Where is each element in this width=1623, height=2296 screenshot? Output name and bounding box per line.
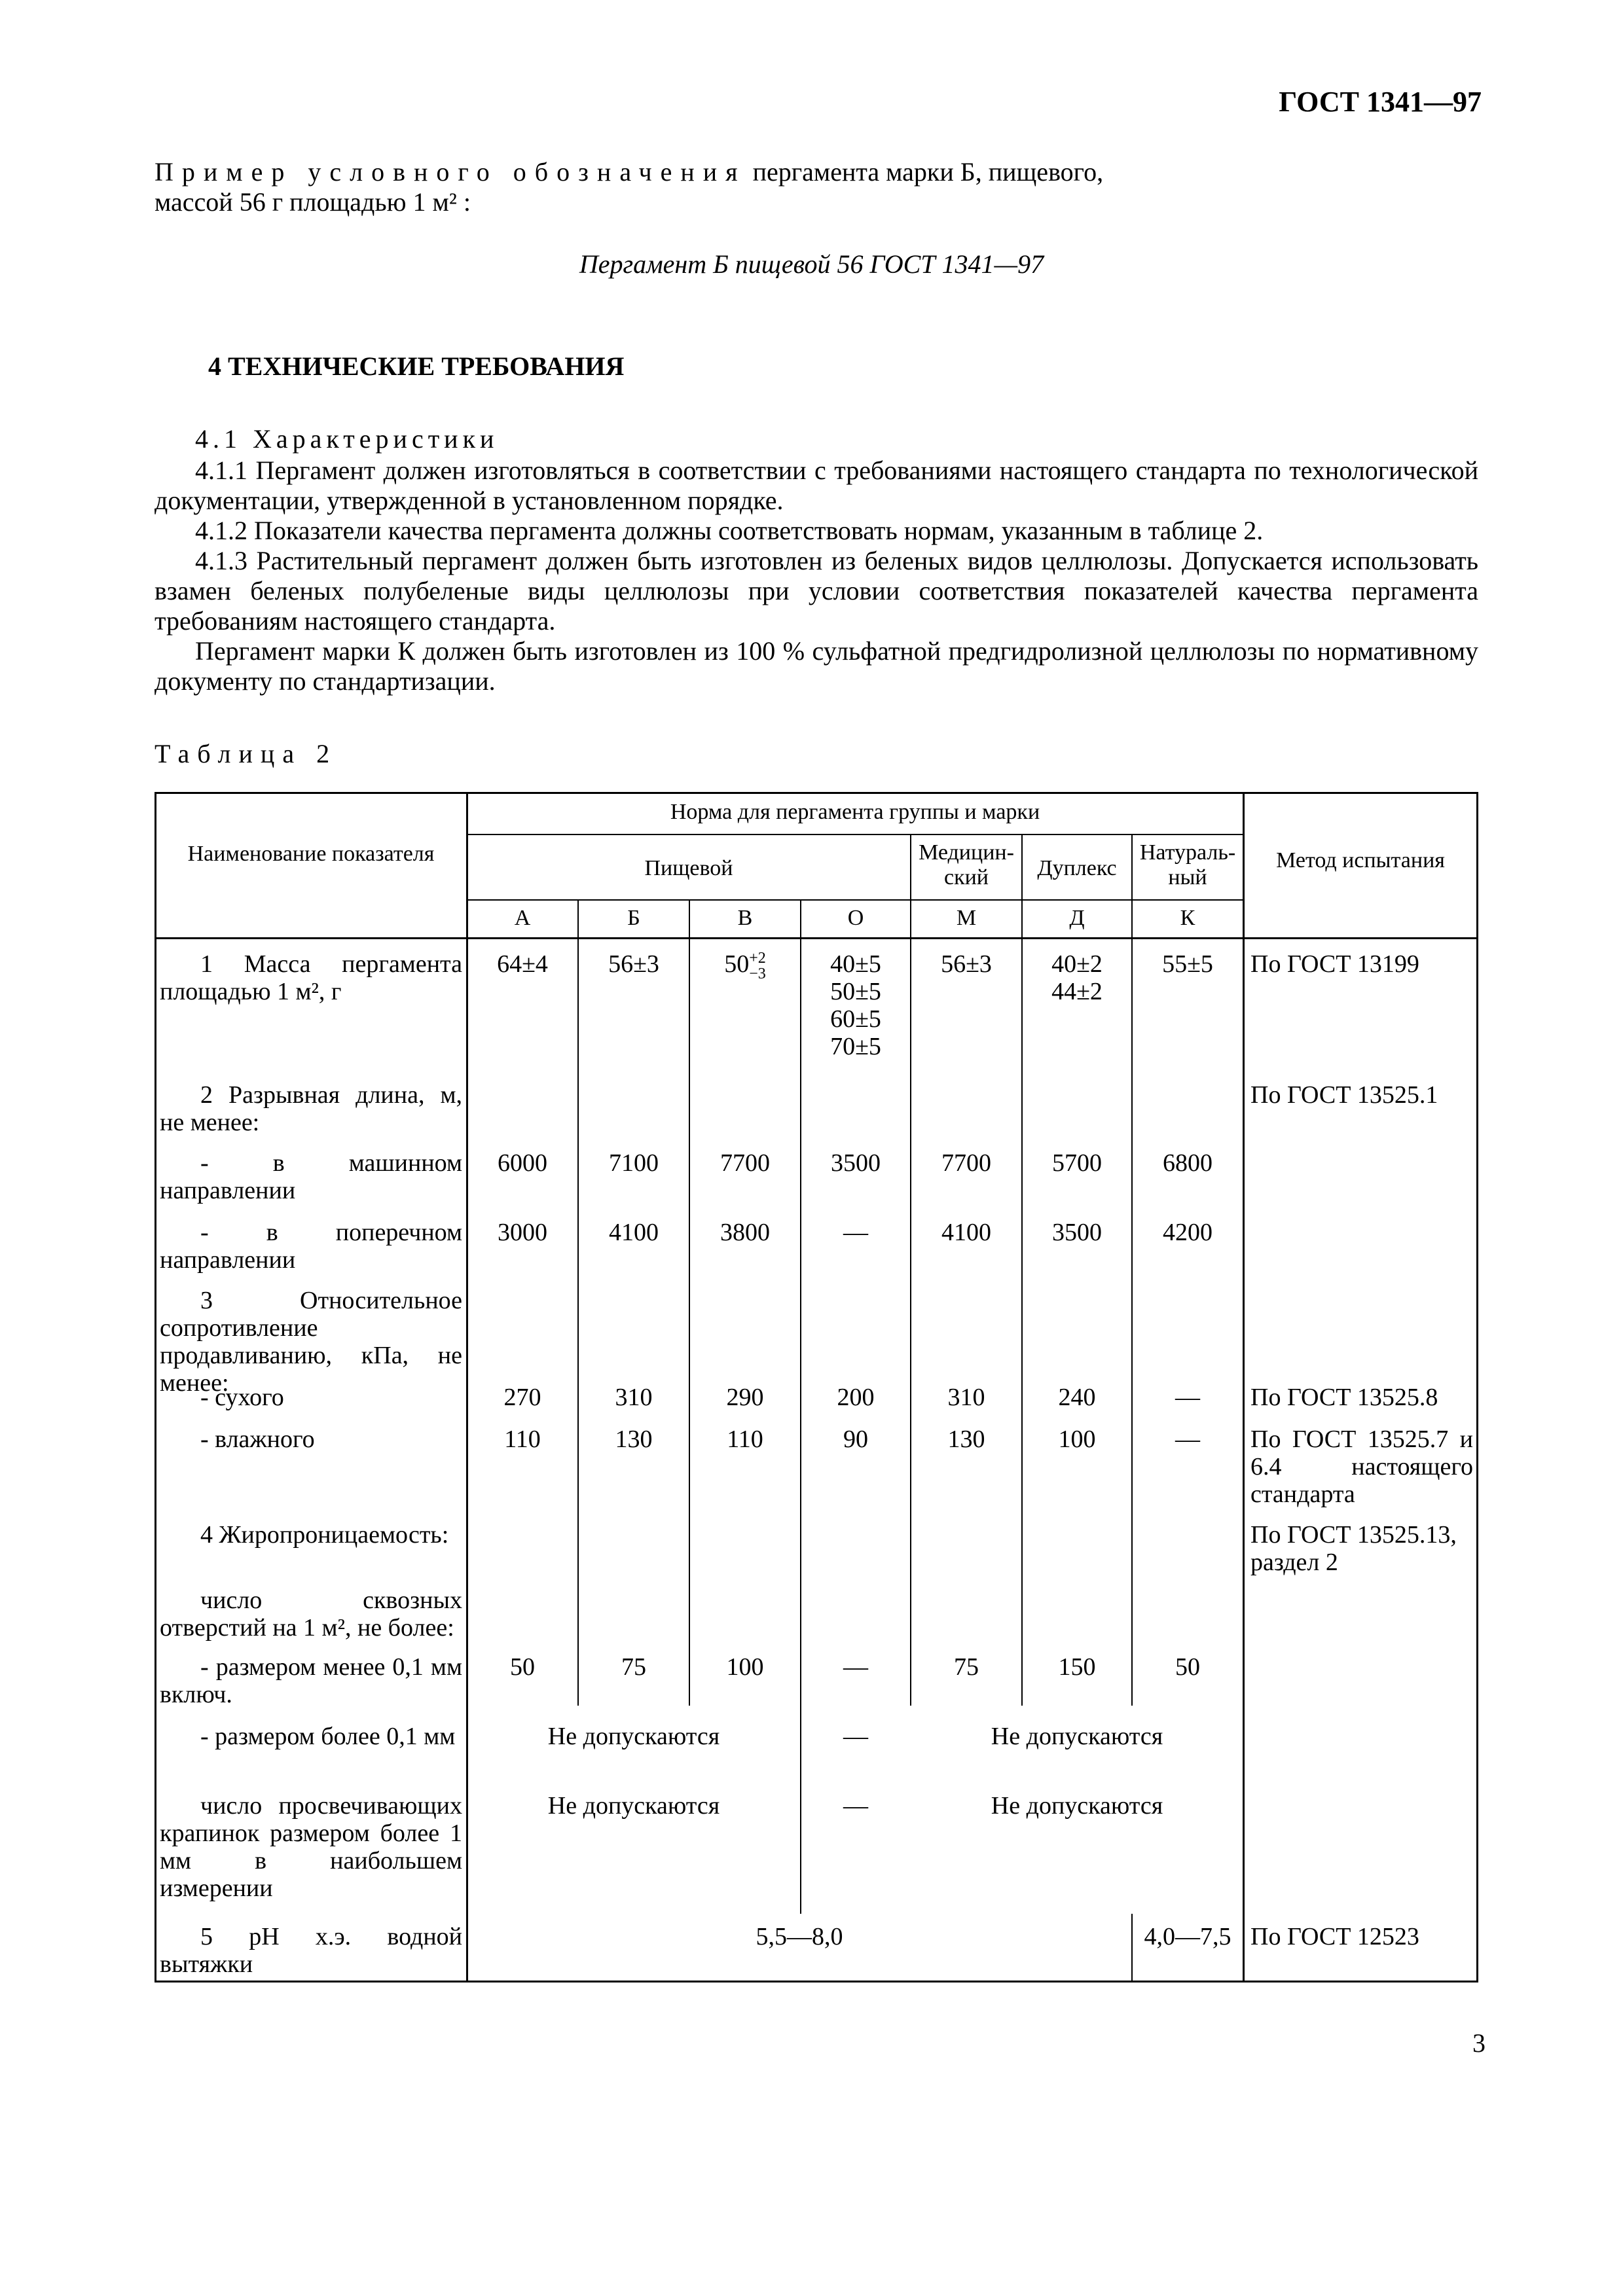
row1-k: 55±5 xyxy=(1162,950,1213,978)
row2a-k: 6800 xyxy=(1163,1149,1213,1177)
row4b-m: 75 xyxy=(954,1653,979,1681)
row2b-b: 4100 xyxy=(609,1219,659,1246)
row3a-m: 310 xyxy=(947,1384,985,1411)
example-paragraph xyxy=(155,157,1478,217)
row1-v: 50+2 −3 xyxy=(724,950,766,983)
row2-name: 2 Разрывная длина, м, не менее: xyxy=(160,1081,462,1136)
row1-o: 40±5 50±5 60±5 70±5 xyxy=(830,950,881,1060)
row1-name: 1 Масса пергамента площадью 1 м², г xyxy=(160,950,462,1005)
row2a-m: 7700 xyxy=(941,1149,991,1177)
mark-m: М xyxy=(956,906,977,930)
section-title: 4 ТЕХНИЧЕСКИЕ ТРЕБОВАНИЯ xyxy=(208,351,625,381)
row3b-d: 100 xyxy=(1058,1426,1096,1453)
row1-a: 64±4 xyxy=(497,950,548,978)
row3a-a: 270 xyxy=(503,1384,541,1411)
row5-name: 5 pH х.э. водной вытяжки xyxy=(160,1923,462,1978)
example-label: Пример условного обозначения xyxy=(155,157,746,187)
row3a-b: 310 xyxy=(615,1384,653,1411)
row2a-b: 7100 xyxy=(609,1149,659,1177)
row1-method: По ГОСТ 13199 xyxy=(1250,950,1419,978)
example-designation: Пергамент Б пищевой 56 ГОСТ 1341—97 xyxy=(579,249,1044,279)
paragraph-4-1-1: 4.1.1 Пергамент должен изготовляться в соответствии с требованиями настоящего стандарта по технологической документации, утвержденной в установленном порядке. xyxy=(155,456,1478,515)
row2b-d: 3500 xyxy=(1052,1219,1102,1246)
row2a-a: 6000 xyxy=(498,1149,547,1177)
header-method: Метод испытания xyxy=(1276,848,1445,872)
row2b-v: 3800 xyxy=(720,1219,770,1246)
row1-b: 56±3 xyxy=(608,950,659,978)
row3b-o: 90 xyxy=(843,1426,868,1453)
row4b-o: — xyxy=(843,1653,868,1681)
paragraph-grade-k: Пергамент марки К должен быть изготовлен из 100 % сульфатной предгидролизной целлюлозы по нормативному документу по стандартизации. xyxy=(155,636,1478,696)
row3b-method: По ГОСТ 13525.7 и 6.4 настоящего стандарта xyxy=(1250,1426,1473,1508)
row3b-m: 130 xyxy=(947,1426,985,1453)
row4c-name: - размером более 0,1 мм xyxy=(200,1723,456,1750)
row2-method: По ГОСТ 13525.1 xyxy=(1250,1081,1438,1109)
mark-b: Б xyxy=(627,906,640,930)
row3b-b: 130 xyxy=(615,1426,653,1453)
row3-name: 3 Относительное сопротивление продавливанию, кПа, не менее: xyxy=(160,1287,462,1397)
row2b-k: 4200 xyxy=(1163,1219,1213,1246)
header-group-duplex: Дуплекс xyxy=(1037,856,1117,880)
mark-d: Д xyxy=(1069,906,1085,930)
row4d-name: число просвечивающих крапинок размером более 1 мм в наибольшем измерении xyxy=(160,1792,462,1902)
row2b-a: 3000 xyxy=(498,1219,547,1246)
row3b-v: 110 xyxy=(727,1426,763,1453)
row2b-m: 4100 xyxy=(941,1219,991,1246)
row5-k: 4,0—7,5 xyxy=(1144,1923,1231,1950)
row4d-right: Не допускаются xyxy=(991,1792,1163,1820)
row3b-a: 110 xyxy=(504,1426,541,1453)
row3a-k: — xyxy=(1175,1384,1200,1411)
paragraph-4-1-2: 4.1.2 Показатели качества пергамента должны соответствовать нормам, указанным в таблице 2. xyxy=(195,516,1264,545)
row3a-d: 240 xyxy=(1058,1384,1096,1411)
row4b-a: 50 xyxy=(510,1653,535,1681)
row2b-name: - в поперечном направлении xyxy=(160,1219,462,1274)
table-title: Таблица 2 xyxy=(155,739,338,768)
row4d-left: Не допускаются xyxy=(547,1792,720,1820)
row4-name: 4 Жиропроницаемость: xyxy=(200,1521,449,1549)
row2a-o: 3500 xyxy=(831,1149,881,1177)
row4c-left: Не допускаются xyxy=(547,1723,720,1750)
row4c-right: Не допускаются xyxy=(991,1723,1163,1750)
row2a-name: - в машинном направлении xyxy=(160,1149,462,1204)
row3b-name: - влажного xyxy=(200,1426,315,1453)
header-name: Наименование показателя xyxy=(187,842,435,866)
row3a-name: - сухого xyxy=(200,1384,284,1411)
row3a-o: 200 xyxy=(837,1384,875,1411)
row3b-k: — xyxy=(1175,1426,1200,1453)
header-group-food: Пищевой xyxy=(644,856,733,880)
row4-method: По ГОСТ 13525.13, раздел 2 xyxy=(1250,1521,1457,1576)
row3a-v: 290 xyxy=(726,1384,764,1411)
row3a-method: По ГОСТ 13525.8 xyxy=(1250,1384,1438,1411)
example-text-line2: массой 56 г площадью 1 м² : xyxy=(155,187,471,217)
row4b-d: 150 xyxy=(1058,1653,1096,1681)
row2a-v: 7700 xyxy=(720,1149,770,1177)
row2b-o: — xyxy=(843,1219,868,1246)
example-text: пергамента марки Б, пищевого, xyxy=(746,157,1104,187)
row4a-name: число сквозных отверстий на 1 м², не более: xyxy=(160,1587,462,1641)
paragraph-4-1-3: 4.1.3 Растительный пергамент должен быть изготовлен из беленых видов целлюлозы. Допускается использовать взамен беленых полубеленые виды целлюлозы при условии соответствия показателей качества пергамента требованиям настоящего стандарта. xyxy=(155,546,1478,636)
header-group-natural: Натураль-ный xyxy=(1139,840,1236,889)
row4b-b: 75 xyxy=(621,1653,646,1681)
row4b-k: 50 xyxy=(1175,1653,1200,1681)
row5-span: 5,5—8,0 xyxy=(756,1923,843,1950)
header-norm: Норма для пергамента группы и марки xyxy=(670,800,1040,824)
row1-m: 56±3 xyxy=(941,950,992,978)
row4d-o: — xyxy=(843,1792,868,1820)
document-code: ГОСТ 1341—97 xyxy=(1279,86,1482,118)
mark-a: А xyxy=(514,906,531,930)
row4b-name: - размером менее 0,1 мм включ. xyxy=(160,1653,462,1708)
page-number: 3 xyxy=(1472,2028,1486,2058)
row2a-d: 5700 xyxy=(1052,1149,1102,1177)
row1-d: 40±2 44±2 xyxy=(1051,950,1103,1005)
row5-method: По ГОСТ 12523 xyxy=(1250,1923,1419,1950)
row4b-v: 100 xyxy=(726,1653,764,1681)
header-group-medical: Медицин-ский xyxy=(919,840,1014,889)
subsection-title: 4.1 Характеристики xyxy=(195,424,499,454)
mark-k: К xyxy=(1180,906,1195,930)
mark-o: О xyxy=(847,906,864,930)
mark-v: В xyxy=(737,906,753,930)
row4c-o: — xyxy=(843,1723,868,1750)
